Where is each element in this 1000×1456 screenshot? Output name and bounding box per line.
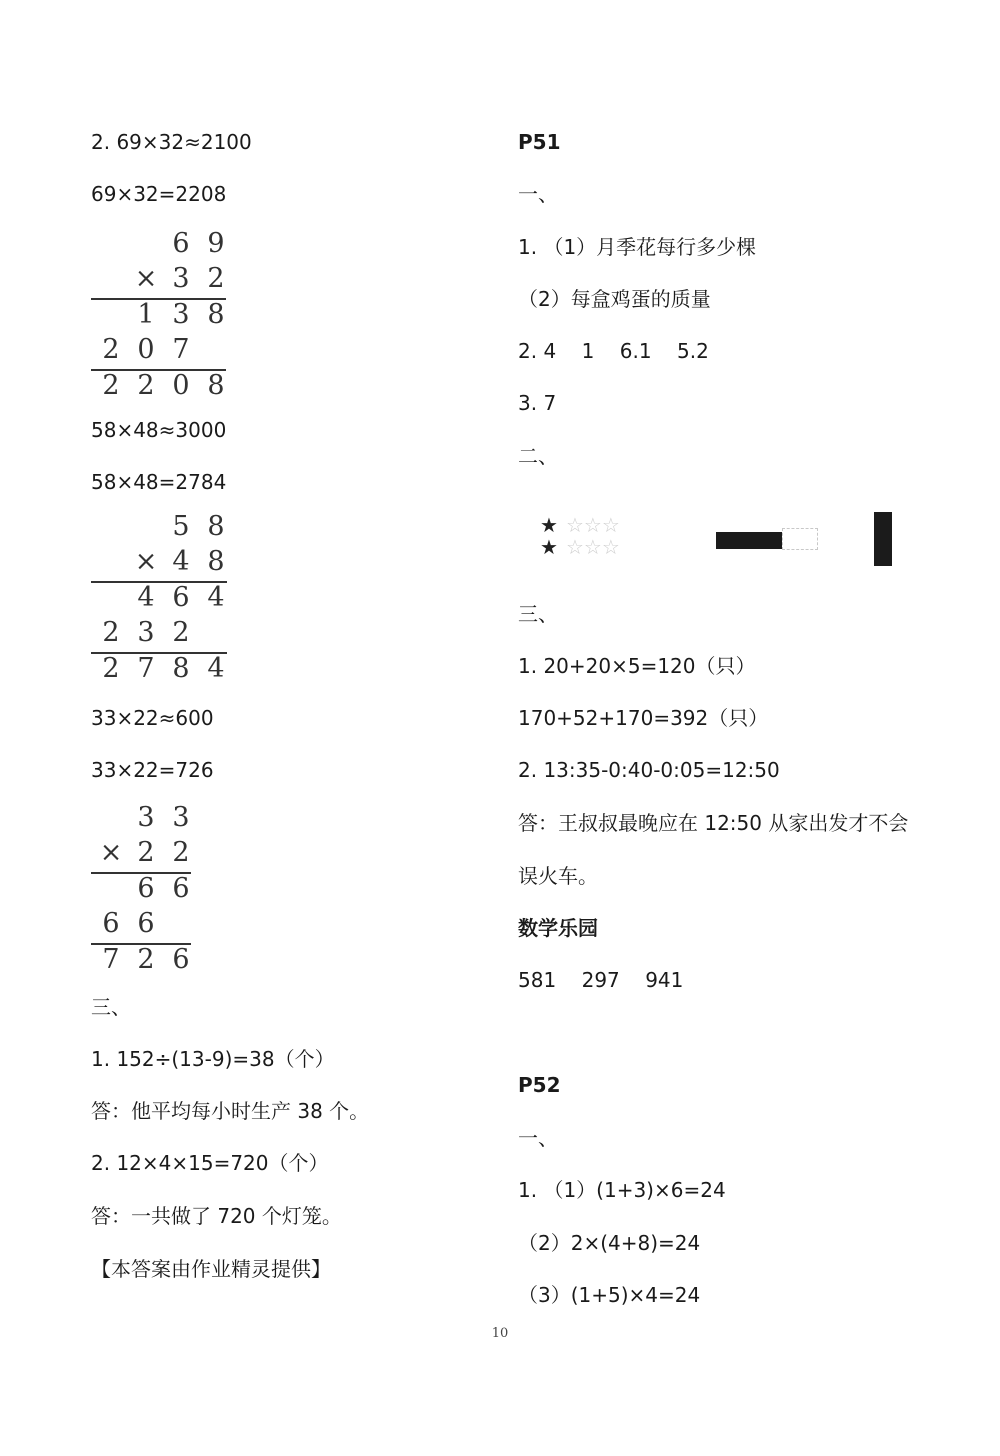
digit: 6 <box>172 944 190 975</box>
digit: 2 <box>207 263 225 294</box>
digit: 2 <box>172 617 190 648</box>
text-line: 69×32=2208 <box>91 182 227 206</box>
page-heading-p51: P51 <box>518 130 561 154</box>
digit: 3 <box>172 263 190 294</box>
digit: 3 <box>172 802 190 833</box>
text-line: 581 297 941 <box>518 968 684 992</box>
source-note: 【本答案由作业精灵提供】 <box>91 1257 331 1281</box>
digit: 8 <box>207 299 225 330</box>
section-heading: 一、 <box>518 182 558 206</box>
page-number: 10 <box>491 1326 509 1341</box>
text-line: 2. 13:35-0:40-0:05=12:50 <box>518 758 780 782</box>
answer-line: 答：他平均每小时生产 38 个。 <box>91 1099 370 1123</box>
digit: 2 <box>102 334 120 365</box>
page-heading-p52: P52 <box>518 1073 561 1097</box>
text-line: 3. 7 <box>518 391 557 415</box>
digit: 6 <box>137 908 155 939</box>
digit: 5 <box>172 511 190 542</box>
digit: 4 <box>172 546 190 577</box>
digit: 8 <box>207 546 225 577</box>
text-line: 2. 12×4×15=720（个） <box>91 1151 329 1175</box>
digit: 6 <box>172 582 190 613</box>
digit: 8 <box>172 653 190 684</box>
digit: 4 <box>207 582 225 613</box>
answer-line: 答：一共做了 720 个灯笼。 <box>91 1204 342 1228</box>
answer-line: 误火车。 <box>518 864 598 888</box>
multiply-sign: × <box>99 837 123 868</box>
digit: 0 <box>172 370 190 401</box>
digit: 6 <box>172 873 190 904</box>
text-line: 1. 20+20×5=120（只） <box>518 654 756 678</box>
vertical-bar <box>874 512 892 566</box>
digit: 8 <box>207 370 225 401</box>
answer-line: 答：王叔叔最晚应在 12:50 从家出发才不会 <box>518 811 909 835</box>
digit: 8 <box>207 511 225 542</box>
horizontal-bar <box>716 532 782 549</box>
star-icon: ☆☆☆ <box>566 535 620 559</box>
digit: 3 <box>172 299 190 330</box>
multiply-sign: × <box>134 263 158 294</box>
digit: 2 <box>102 617 120 648</box>
digit: 2 <box>137 370 155 401</box>
section-heading: 三、 <box>91 995 131 1019</box>
digit: 1 <box>137 299 155 330</box>
star-icon: ☆☆☆ <box>566 513 620 537</box>
section-heading-math-garden: 数学乐园 <box>518 916 598 940</box>
section-heading: 一、 <box>518 1126 558 1150</box>
text-line: 58×48=2784 <box>91 470 227 494</box>
digit: 6 <box>102 908 120 939</box>
digit: 7 <box>102 944 120 975</box>
text-line: （2）每盒鸡蛋的质量 <box>518 287 711 311</box>
digit: 2 <box>172 837 190 868</box>
text-line: 2. 69×32≈2100 <box>91 130 252 154</box>
digit: 7 <box>137 653 155 684</box>
section-heading: 二、 <box>518 444 558 468</box>
text-line: 1. 152÷(13-9)=38（个） <box>91 1047 335 1071</box>
section-heading: 三、 <box>518 602 558 626</box>
multiply-sign: × <box>134 546 158 577</box>
text-line: 33×22=726 <box>91 758 214 782</box>
text-line: 1. （1）月季花每行多少棵 <box>518 235 757 259</box>
digit: 2 <box>102 653 120 684</box>
digit: 6 <box>137 873 155 904</box>
text-line: 1. （1）(1+3)×6=24 <box>518 1178 726 1202</box>
digit: 9 <box>207 228 225 259</box>
digit: 4 <box>137 582 155 613</box>
star-icon: ★ <box>540 535 558 559</box>
digit: 2 <box>102 370 120 401</box>
horizontal-bar-outline <box>782 528 818 550</box>
text-line: 2. 4 1 6.1 5.2 <box>518 339 709 363</box>
digit: 6 <box>172 228 190 259</box>
digit: 3 <box>137 617 155 648</box>
digit: 4 <box>207 653 225 684</box>
digit: 2 <box>137 944 155 975</box>
text-line: 33×22≈600 <box>91 706 214 730</box>
text-line: 58×48≈3000 <box>91 418 227 442</box>
digit: 7 <box>172 334 190 365</box>
star-icon: ★ <box>540 513 558 537</box>
digit: 3 <box>137 802 155 833</box>
text-line: 170+52+170=392（只） <box>518 706 769 730</box>
text-line: （2）2×(4+8)=24 <box>518 1231 701 1255</box>
digit: 2 <box>137 837 155 868</box>
digit: 0 <box>137 334 155 365</box>
text-line: （3）(1+5)×4=24 <box>518 1283 701 1307</box>
